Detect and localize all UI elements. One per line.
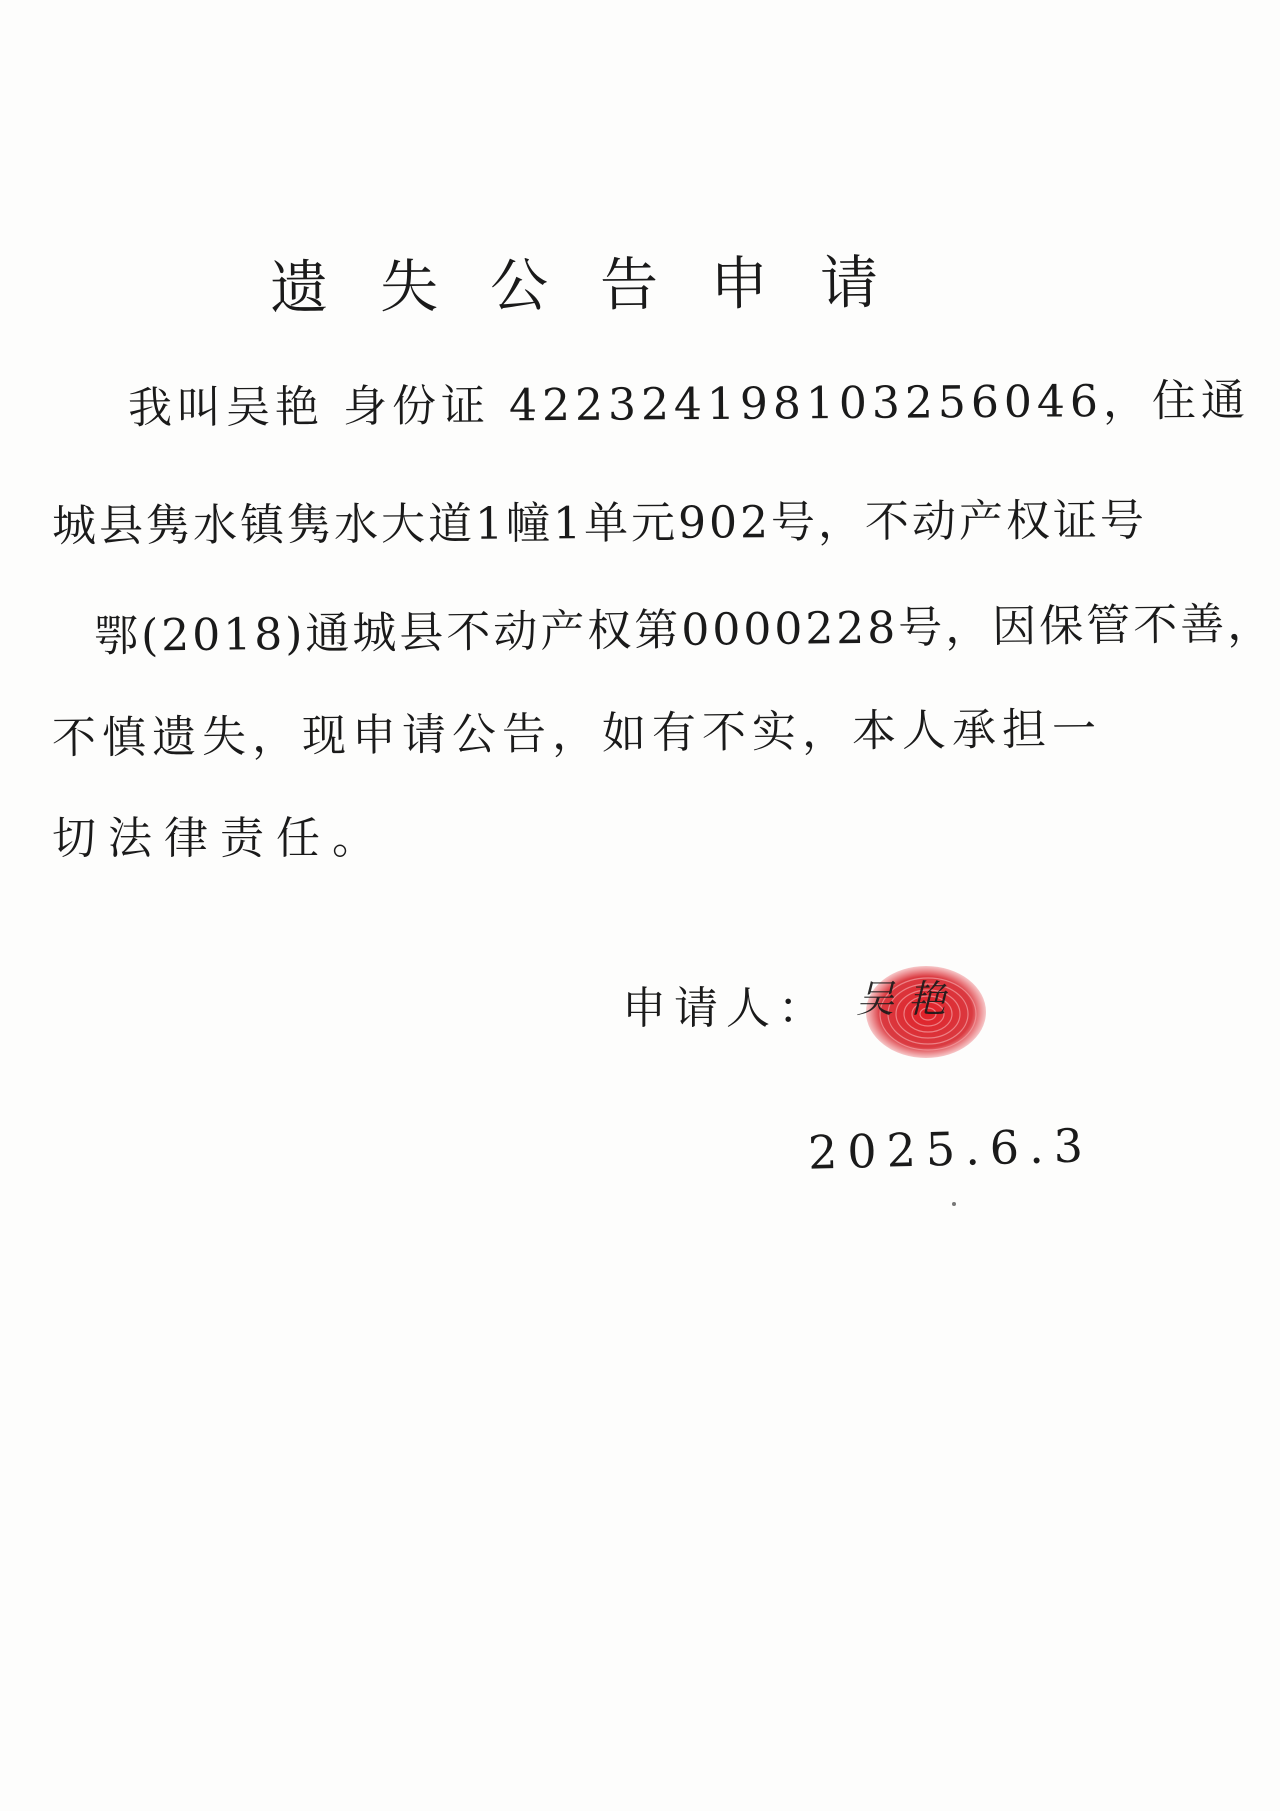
body-line-1: 我叫吴艳 身份证 422324198103256046，住通 <box>127 375 1251 434</box>
paper-speck <box>952 1202 956 1206</box>
handwritten-signature: 吴艳 <box>856 977 961 1021</box>
body-line-2: 城县隽水镇隽水大道1幢1单元902号，不动产权证号 <box>51 495 1148 552</box>
applicant-label: 申请人： <box>622 983 830 1034</box>
body-line-5: 切法律责任。 <box>52 813 388 864</box>
signing-date: 2025.6.3 <box>807 1118 1094 1180</box>
document-title: 遗失公告申请 <box>269 248 931 322</box>
body-line-4: 不慎遗失，现申请公告，如有不实，本人承担一 <box>51 703 1103 764</box>
body-line-3: 鄂(2018)通城县不动产权第0000228号，因保管不善， <box>93 598 1275 662</box>
